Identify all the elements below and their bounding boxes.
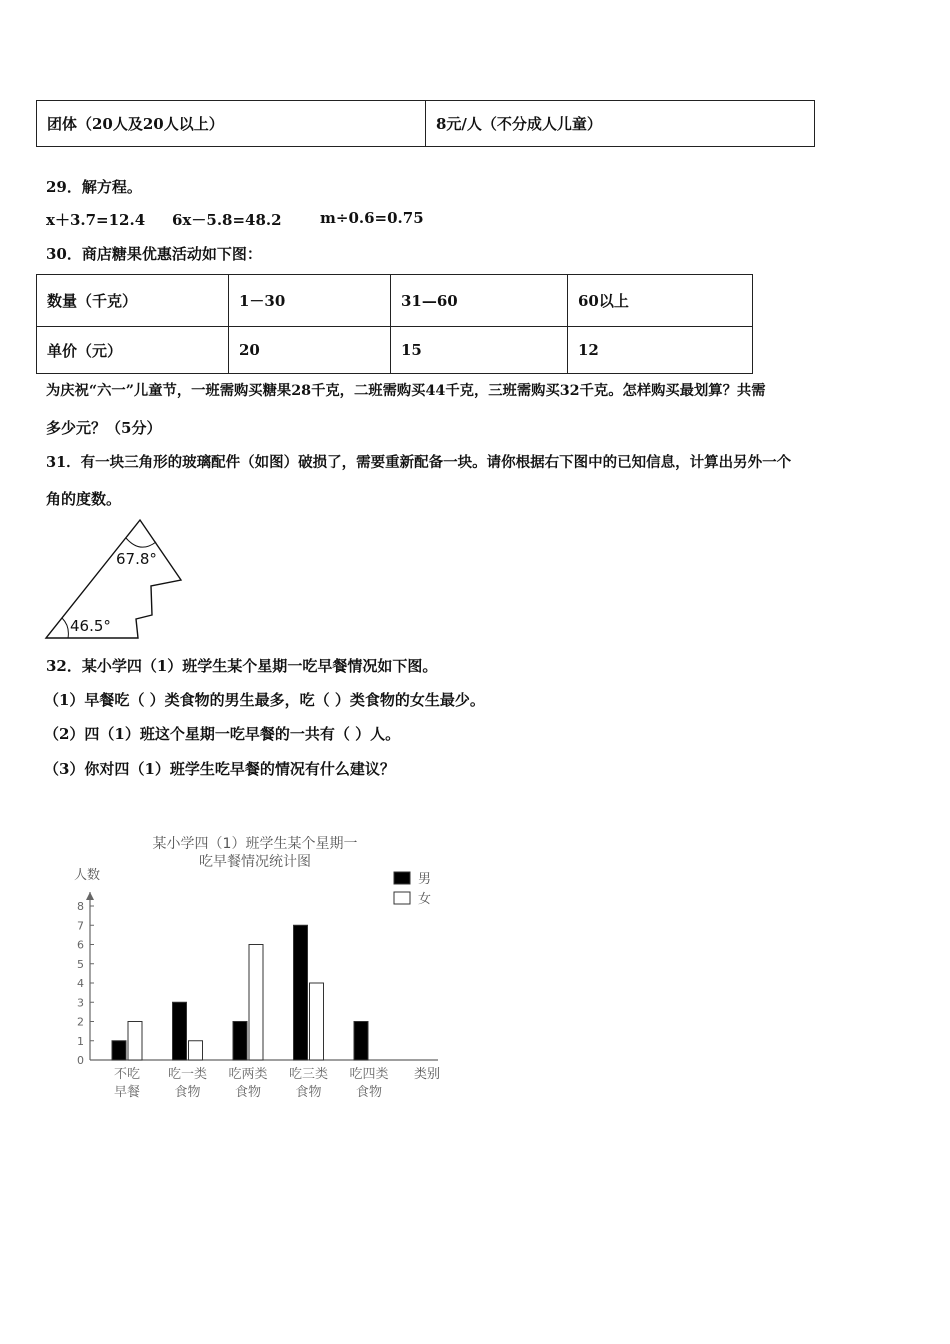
q29-title: 29．解方程。 [46, 178, 142, 196]
y-axis-arrow [86, 892, 94, 900]
candy-price-table [36, 274, 753, 374]
q30-text-line1: 为庆祝“六一”儿童节，一班需购买糖果28千克，二班需购买44千克，三班需购买32千克。怎样购买最划算？共需 [46, 383, 766, 399]
q32-sub1: （1）早餐吃（ ）类食物的男生最多，吃（ ）类食物的女生最少。 [44, 691, 485, 709]
y-tick-label: 1 [77, 1034, 84, 1048]
pricing-table-top [36, 100, 815, 147]
angle-label-top: 67.8° [116, 550, 157, 568]
q31-text-line2: 角的度数。 [46, 490, 122, 508]
x-tick-label: 食物 [295, 1085, 322, 1100]
chart-subtitle: 吃早餐情况统计图 [199, 854, 311, 870]
broken-triangle-figure [40, 514, 200, 644]
table-cell: 12 [568, 327, 753, 374]
table-cell: 15 [391, 327, 568, 374]
bar-male [173, 1002, 187, 1060]
table-row [37, 275, 753, 327]
bar-male [294, 925, 308, 1060]
angle-arc-bottom [62, 618, 68, 638]
x-axis-label: 类别 [414, 1067, 441, 1082]
legend-swatch [394, 892, 410, 904]
angle-arc-top [126, 538, 156, 547]
q30-title: 30．商店糖果优惠活动如下图： [46, 245, 262, 263]
bar-male [112, 1041, 126, 1060]
angle-label-bottom: 46.5° [70, 617, 111, 635]
y-tick-label: 5 [77, 957, 84, 971]
y-tick-label: 8 [77, 900, 84, 913]
x-tick-label: 吃四类 [349, 1067, 389, 1082]
table-cell: 团体（20人及20人以上） [37, 101, 426, 147]
x-tick-label: 食物 [355, 1085, 383, 1100]
bar-female [128, 1022, 142, 1061]
q30-text-line2: 多少元？（5分） [46, 419, 162, 437]
y-tick-label: 4 [77, 977, 84, 990]
bar-male [354, 1022, 368, 1061]
legend-label: 女 [418, 892, 432, 907]
table-cell: 8元/人（不分成人儿童） [426, 101, 815, 147]
x-tick-label: 不吃 [113, 1067, 141, 1082]
x-tick-label: 食物 [174, 1085, 201, 1100]
q29-equation-1: x＋3.7=12.4 [46, 211, 146, 229]
breakfast-bar-chart [60, 822, 460, 1112]
y-tick-label: 2 [77, 1015, 84, 1029]
y-tick-label: 6 [77, 938, 84, 952]
bar-female [249, 945, 263, 1061]
y-tick-label: 0 [77, 1054, 84, 1067]
bar-female [310, 983, 324, 1060]
y-tick-label: 7 [77, 919, 84, 933]
table-row [37, 327, 753, 374]
x-tick-label: 食物 [234, 1085, 262, 1100]
chart-title: 某小学四（1）班学生某个星期一 [152, 836, 358, 852]
q32-sub2: （2）四（1）班这个星期一吃早餐的一共有（ ）人。 [44, 725, 401, 743]
x-tick-label: 早餐 [113, 1085, 141, 1100]
broken-triangle-shape [46, 520, 181, 638]
bar-female [189, 1041, 203, 1060]
q29-equation-3: m÷0.6=0.75 [320, 209, 424, 227]
q29-equation-2: 6x－5.8=48.2 [172, 211, 282, 229]
table-cell: 1－30 [229, 275, 391, 327]
y-tick-label: 3 [77, 996, 84, 1010]
bar-male [233, 1022, 247, 1061]
y-axis-label: 人数 [74, 868, 101, 883]
table-row [37, 101, 815, 147]
table-cell: 31—60 [391, 275, 568, 327]
x-tick-label: 吃三类 [288, 1067, 329, 1082]
legend-swatch [394, 872, 410, 884]
q32-title: 32．某小学四（1）班学生某个星期一吃早餐情况如下图。 [46, 657, 438, 675]
x-tick-label: 吃一类 [167, 1067, 208, 1082]
q32-sub3: （3）你对四（1）班学生吃早餐的情况有什么建议？ [44, 760, 395, 778]
table-cell: 20 [229, 327, 391, 374]
x-tick-label: 吃两类 [228, 1067, 268, 1082]
legend-label: 男 [418, 872, 432, 887]
table-cell: 60以上 [568, 275, 753, 327]
q31-text-line1: 31．有一块三角形的玻璃配件（如图）破损了，需要重新配备一块。请你根据右下图中的已知信息，计算出另外一个 [46, 454, 792, 471]
table-cell: 数量（千克） [37, 275, 229, 327]
table-cell: 单价（元） [37, 327, 229, 374]
